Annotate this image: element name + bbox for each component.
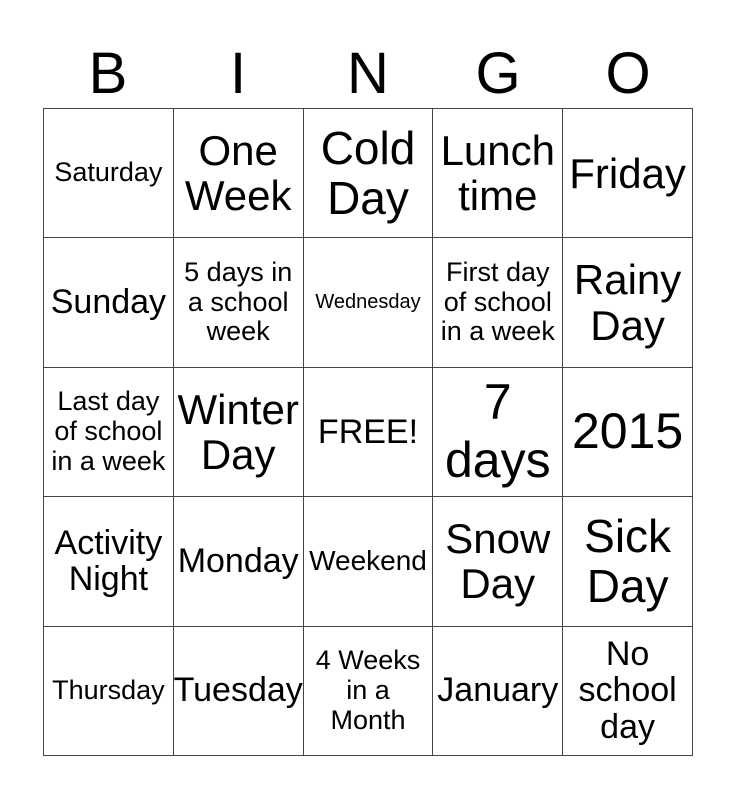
bingo-cell: First day of school in a week <box>433 238 563 367</box>
bingo-cell: Monday <box>174 497 304 626</box>
bingo-cell: 5 days in a school week <box>174 238 304 367</box>
bingo-board <box>43 108 693 756</box>
bingo-cell: Tuesday <box>174 627 304 756</box>
bingo-cell: Friday <box>563 109 693 238</box>
bingo-cell: Snow Day <box>433 497 563 626</box>
free-space: FREE! <box>304 368 434 497</box>
bingo-cell: One Week <box>174 109 304 238</box>
bingo-cell: Cold Day <box>304 109 434 238</box>
bingo-cell: 7 days <box>433 368 563 497</box>
header-letter-o: O <box>605 41 651 106</box>
header-letter-b: B <box>88 41 128 106</box>
bingo-cell: 4 Weeks in a Month <box>304 627 434 756</box>
bingo-cell: No school day <box>563 627 693 756</box>
bingo-cell: Rainy Day <box>563 238 693 367</box>
header-letter-n: N <box>347 41 389 106</box>
bingo-header <box>43 40 693 108</box>
bingo-cell: Lunch time <box>433 109 563 238</box>
bingo-cell: Sunday <box>44 238 174 367</box>
bingo-cell: Weekend <box>304 497 434 626</box>
bingo-cell: Wednesday <box>304 238 434 367</box>
bingo-cell: Winter Day <box>174 368 304 497</box>
header-letter-i: I <box>229 41 247 106</box>
bingo-cell: Thursday <box>44 627 174 756</box>
bingo-cell: January <box>433 627 563 756</box>
bingo-cell: 2015 <box>563 368 693 497</box>
bingo-cell: Last day of school in a week <box>44 368 174 497</box>
header-letter-g: G <box>475 41 521 106</box>
bingo-cell: Saturday <box>44 109 174 238</box>
bingo-cell: Activity Night <box>44 497 174 626</box>
bingo-cell: Sick Day <box>563 497 693 626</box>
